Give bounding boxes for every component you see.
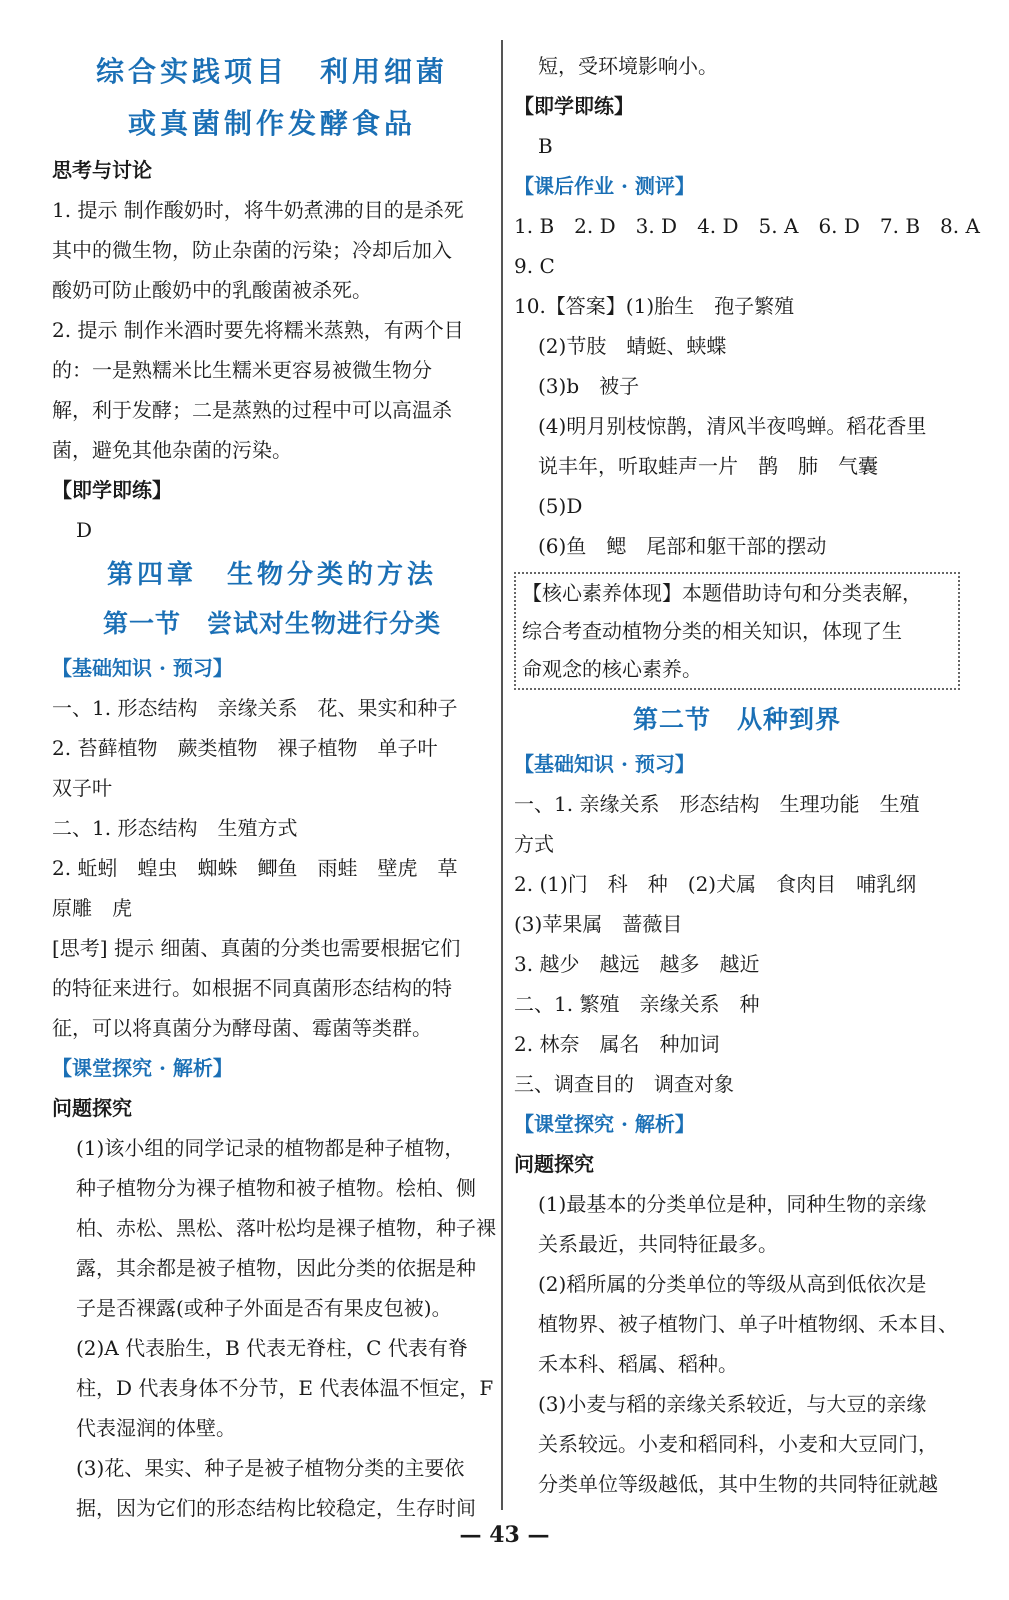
text-line: B <box>538 134 553 158</box>
project-title: 或真菌制作发酵食品 <box>127 107 416 140</box>
text-line: 据，因为它们的形态结构比较稳定，生存时间 <box>76 1496 476 1520</box>
subheading: 【即学即练】 <box>52 478 172 502</box>
text-line: 植物界、被子植物门、单子叶植物纲、禾本目、 <box>538 1312 958 1336</box>
text-line: 禾本科、稻属、稻种。 <box>538 1352 738 1376</box>
project-title: 综合实践项目 利用细菌 <box>95 55 448 88</box>
section-title: 第一节 尝试对生物进行分类 <box>102 609 441 638</box>
box-line: 【核心素养体现】本题借助诗句和分类表解， <box>522 581 922 605</box>
box-line: 命观念的核心素养。 <box>522 657 702 681</box>
text-line: 1. 提示 制作酸奶时，将牛奶煮沸的目的是杀死 <box>52 198 464 222</box>
text-line: D <box>76 518 93 542</box>
text-line: 3. 越少 越远 越多 越近 <box>514 952 760 976</box>
text-line: 关系最近，共同特征最多。 <box>538 1232 778 1256</box>
column-divider <box>501 40 503 1510</box>
text-line: 解，利于发酵；二是蒸熟的过程中可以高温杀 <box>52 398 452 422</box>
text-line: 酸奶可防止酸奶中的乳酸菌被杀死。 <box>52 278 372 302</box>
section-tag: 【课堂探究 · 解析】 <box>514 1112 695 1136</box>
text-line: (5)D <box>538 494 583 518</box>
text-line: 二、1. 形态结构 生殖方式 <box>52 816 298 840</box>
text-line: 其中的微生物，防止杂菌的污染；冷却后加入 <box>52 238 452 262</box>
text-line: 柱，D 代表身体不分节，E 代表体温不恒定，F <box>76 1376 494 1400</box>
chapter-title: 第四章 生物分类的方法 <box>106 560 437 590</box>
box-line: 综合考查动植物分类的相关知识，体现了生 <box>522 619 902 643</box>
subheading: 思考与讨论 <box>52 158 152 182</box>
section-tag: 【课堂探究 · 解析】 <box>52 1056 233 1080</box>
text-line: 一、1. 形态结构 亲缘关系 花、果实和种子 <box>52 696 458 720</box>
text-line: (3)b 被子 <box>538 374 640 398</box>
text-line: 菌，避免其他杂菌的污染。 <box>52 438 292 462</box>
subheading: 问题探究 <box>52 1096 132 1120</box>
text-line: 代表湿润的体壁。 <box>76 1416 236 1440</box>
text-line: (2)A 代表胎生，B 代表无脊柱，C 代表有脊 <box>76 1336 468 1360</box>
text-line: 露，其余都是被子植物，因此分类的依据是种 <box>76 1256 476 1280</box>
text-line: (6)鱼 鳃 尾部和躯干部的摆动 <box>538 534 827 558</box>
text-line: 10.【答案】(1)胎生 孢子繁殖 <box>514 294 795 318</box>
text-line: 2. (1)门 科 种 (2)犬属 食肉目 哺乳纲 <box>514 872 917 896</box>
subheading: 【即学即练】 <box>514 94 634 118</box>
text-line: (3)花、果实、种子是被子植物分类的主要依 <box>76 1456 465 1480</box>
text-line: (2)节肢 蜻蜓、蛱蝶 <box>538 334 727 358</box>
text-line: 三、调查目的 调查对象 <box>514 1072 734 1096</box>
text-line: 种子植物分为裸子植物和被子植物。桧柏、侧 <box>76 1176 476 1200</box>
text-line: 一、1. 亲缘关系 形态结构 生理功能 生殖 <box>514 792 920 816</box>
text-line: (1)最基本的分类单位是种，同种生物的亲缘 <box>538 1192 927 1216</box>
text-line: 2. 提示 制作米酒时要先将糯米蒸熟，有两个目 <box>52 318 464 342</box>
text-line: 征，可以将真菌分为酵母菌、霉菌等类群。 <box>52 1016 432 1040</box>
text-line: 子是否裸露(或种子外面是否有果皮包被)。 <box>76 1296 452 1320</box>
text-line: 原雕 虎 <box>52 896 132 920</box>
text-line: 的：一是熟糯米比生糯米更容易被微生物分 <box>52 358 432 382</box>
text-line: 关系较远。小麦和稻同科，小麦和大豆同门， <box>538 1432 938 1456</box>
text-line: 2. 林奈 属名 种加词 <box>514 1032 720 1056</box>
page-number: — 43 — <box>459 1522 550 1548</box>
text-line: 方式 <box>514 832 554 856</box>
text-line: 1. B 2. D 3. D 4. D 5. A 6. D 7. B 8. A <box>514 214 980 238</box>
text-line: (1)该小组的同学记录的植物都是种子植物， <box>76 1136 465 1160</box>
text-line: 短，受环境影响小。 <box>538 54 718 78</box>
section-tag: 【基础知识 · 预习】 <box>514 752 695 776</box>
text-line: 说丰年，听取蛙声一片 鹊 肺 气囊 <box>538 454 878 478</box>
text-line: 分类单位等级越低，其中生物的共同特征就越 <box>538 1472 938 1496</box>
text-line: 双子叶 <box>52 776 112 800</box>
text-line: 柏、赤松、黑松、落叶松均是裸子植物，种子裸 <box>76 1216 496 1240</box>
text-line: (3)苹果属 蔷薇目 <box>514 912 683 936</box>
subheading: 问题探究 <box>514 1152 594 1176</box>
text-line: 二、1. 繁殖 亲缘关系 种 <box>514 992 760 1016</box>
section-tag: 【课后作业 · 测评】 <box>514 174 695 198</box>
text-line: 2. 蚯蚓 蝗虫 蜘蛛 鲫鱼 雨蛙 壁虎 草 <box>52 856 458 880</box>
text-line: 9. C <box>514 254 555 278</box>
text-line: (2)稻所属的分类单位的等级从高到低依次是 <box>538 1272 927 1296</box>
text-line: [思考] 提示 细菌、真菌的分类也需要根据它们 <box>52 936 461 960</box>
text-line: 的特征来进行。如根据不同真菌形态结构的特 <box>52 976 452 1000</box>
section-tag: 【基础知识 · 预习】 <box>52 656 233 680</box>
core-literacy-box <box>514 572 960 690</box>
section-title: 第二节 从种到界 <box>632 705 841 734</box>
text-line: (3)小麦与稻的亲缘关系较近，与大豆的亲缘 <box>538 1392 927 1416</box>
text-line: (4)明月别枝惊鹊，清风半夜鸣蝉。稻花香里 <box>538 414 927 438</box>
right-column <box>514 46 980 1504</box>
text-line: 2. 苔藓植物 蕨类植物 裸子植物 单子叶 <box>52 736 438 760</box>
left-column <box>52 46 496 1528</box>
